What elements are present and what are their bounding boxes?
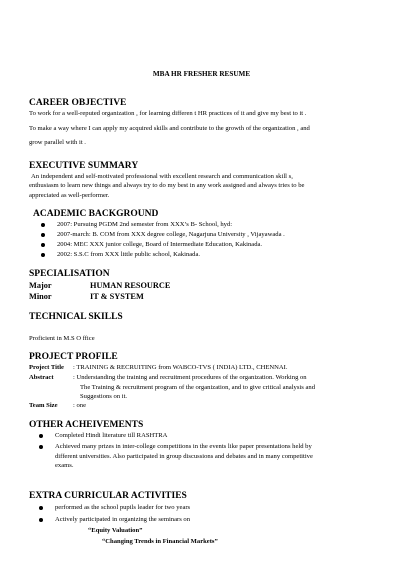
extra-item-1 xyxy=(55,504,190,512)
academic-item-2 xyxy=(57,231,285,239)
seminar-1: “Equity Valuation” xyxy=(88,527,143,534)
achievement-item-2 xyxy=(55,443,312,451)
academic-item-2-text: 2007-march: B. COM from XXX degree college, Nagarjuna University , Vijayawada . xyxy=(57,231,285,238)
achievements-heading: OTHER ACHEIVEMENTS xyxy=(29,420,144,430)
abstract-line-2: The Training & recruitment program of the organization, and to give critical analysis and xyxy=(80,384,315,391)
project-title-value: : TRAINING & RECRUITING from WABCO-TVS ( INDIA) LTD., CHENNAI. xyxy=(73,364,288,371)
academic-item-4-text: 2002: S.S.C from XXX little public school, Kakinada. xyxy=(57,251,201,258)
team-size-value: : one xyxy=(73,402,87,409)
summary-line-2: enthusiasm to learn new things and always try to do my best in any work assigned and always tries to be xyxy=(29,182,305,189)
abstract-line-1: : Understanding the training and recruitment procedures of the organization. Working on xyxy=(73,374,307,381)
academic-item-3-text: 2004: MEC XXX junior college, Board of Intermediate Education, Kakinada. xyxy=(57,241,263,248)
academic-heading: ACADEMIC BACKGROUND xyxy=(33,209,159,219)
major-value: HUMAN RESOURCE xyxy=(90,281,171,290)
specialisation-heading: SPECIALISATION xyxy=(29,269,110,279)
achievement-item-2-line-2: different universities. Also participated in group discussions and debates and in many competitive xyxy=(55,453,313,460)
extra-item-2 xyxy=(55,516,190,524)
achievement-item-2-line-1: Achieved many prizes in inter-college competitions in the events like paper presentations held by xyxy=(55,443,312,450)
academic-item-4 xyxy=(57,251,200,259)
career-line-2: To make a way where I can apply my acquired skills and contribute to the growth of the organization , and xyxy=(29,125,310,132)
project-profile-heading: PROJECT PROFILE xyxy=(29,352,118,362)
career-line-1: To work for a well-reputed organization , for learning differen t HR practices of it and give my best to it . xyxy=(29,110,307,117)
technical-skills-heading: TECHNICAL SKILLS xyxy=(29,312,123,322)
abstract-line-3: Suggestions on it. xyxy=(80,393,128,400)
achievement-item-2-line-3: exams. xyxy=(55,462,74,469)
extra-item-2-text: Actively participated in organizing the seminars on xyxy=(55,516,191,523)
minor-label: Minor xyxy=(29,292,52,301)
executive-summary-heading: EXECUTIVE SUMMARY xyxy=(29,161,139,171)
academic-item-1 xyxy=(57,221,232,229)
extra-item-1-text: performed as the school pupils leader for two years xyxy=(55,504,191,511)
major-label: Major xyxy=(29,281,52,290)
extracurricular-heading: EXTRA CURRICULAR ACTIVITIES xyxy=(29,491,187,501)
summary-line-3: appreciated as well-performer. xyxy=(29,192,110,199)
team-size-label: Team Size xyxy=(29,402,58,409)
resume-title: MBA HR FRESHER RESUME xyxy=(152,70,251,78)
project-title-label: Project Title xyxy=(29,364,64,371)
summary-line-1: An independent and self-motivated professional with excellent research and communication skill s, xyxy=(31,173,293,180)
career-objective-heading: CAREER OBJECTIVE xyxy=(29,98,127,108)
technical-line: Proficient in M.S O ffice xyxy=(29,335,95,342)
academic-item-1-text: 2007: Pursuing PGDM 2nd semester from XXX’s B- School, hyd: xyxy=(57,221,233,228)
career-line-3: grow parallel with it . xyxy=(29,139,86,146)
minor-value: IT & SYSTEM xyxy=(90,292,144,301)
achievement-item-1 xyxy=(55,432,167,440)
academic-item-3 xyxy=(57,241,262,249)
achievement-item-1-text: Completed Hindi literature till RASHTRA xyxy=(55,432,168,439)
seminar-2: “Changing Trends in Financial Markets” xyxy=(102,538,218,545)
abstract-label: Abstract xyxy=(29,374,54,381)
